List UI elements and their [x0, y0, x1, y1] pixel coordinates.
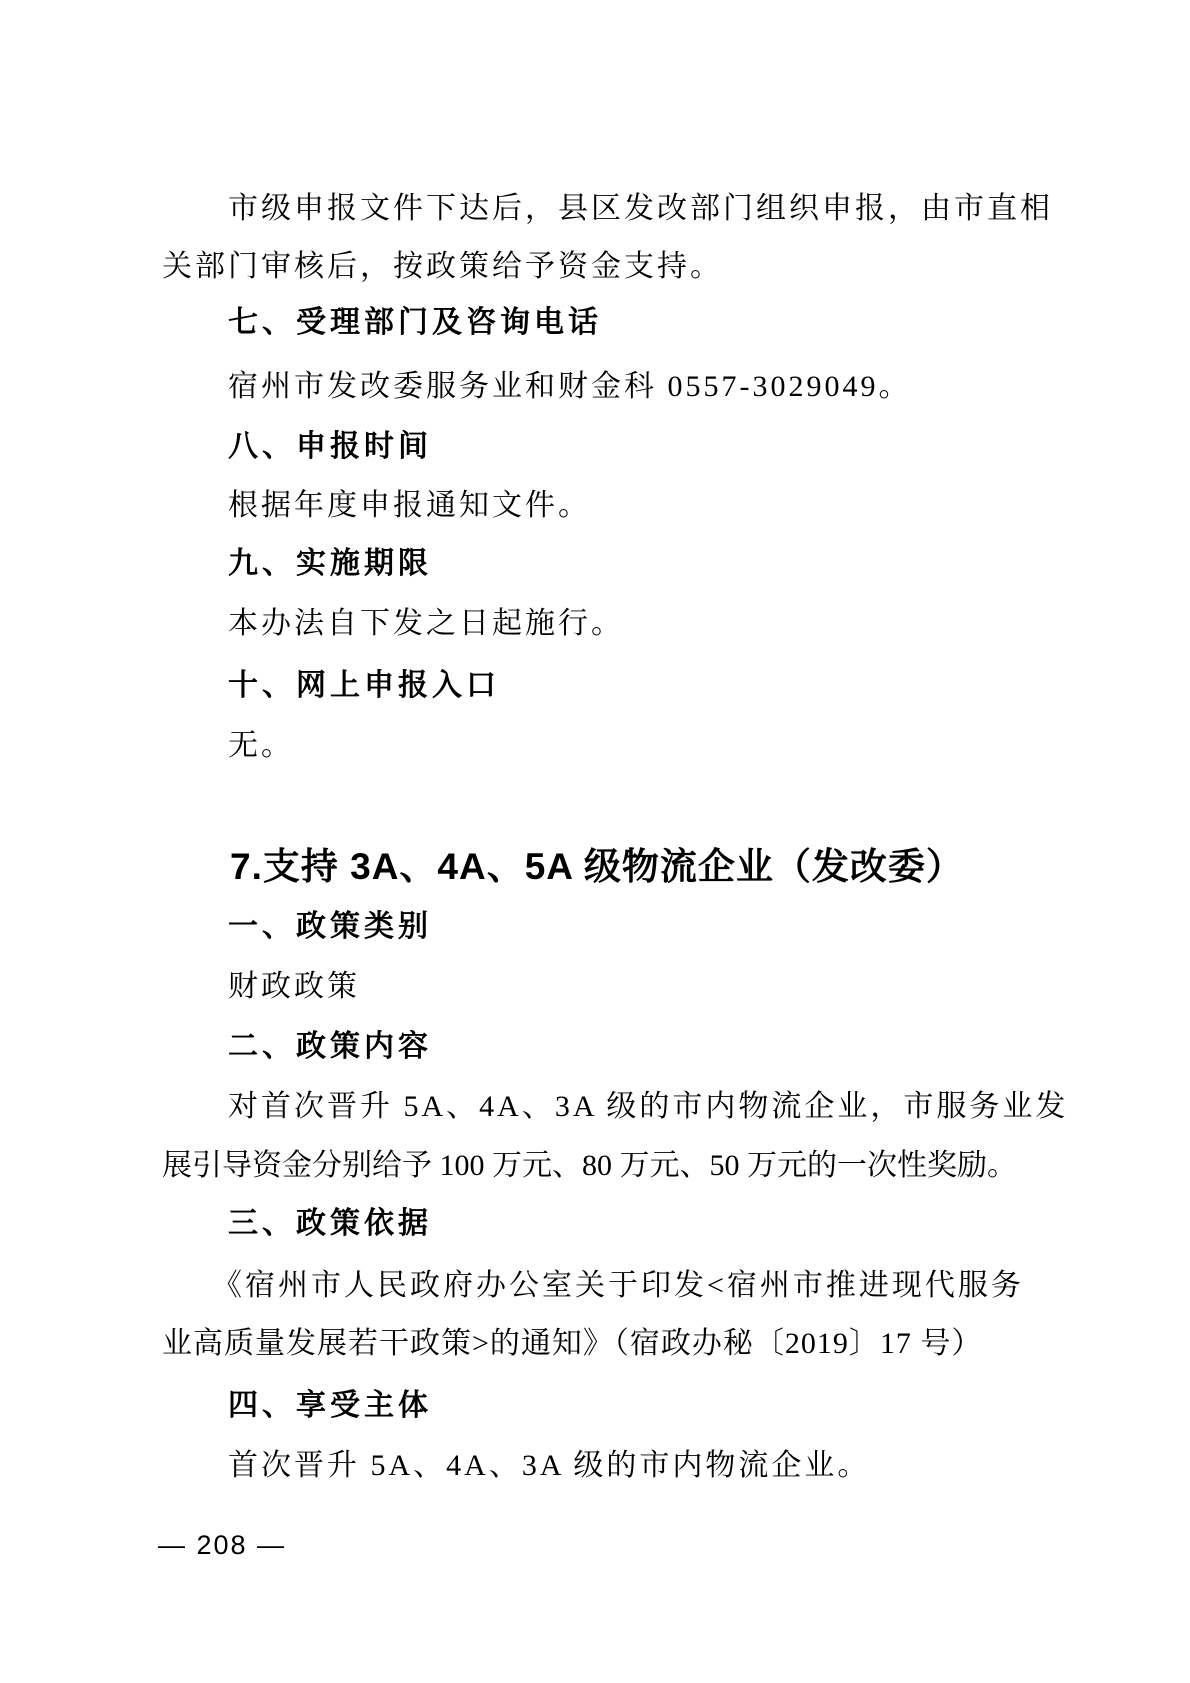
- section-heading-8: 八、申报时间: [228, 430, 432, 463]
- section-heading-2: 二、政策内容: [228, 1030, 432, 1063]
- section-heading-3: 三、政策依据: [228, 1207, 432, 1240]
- paragraph-line: 业高质量发展若干政策>的通知》（宿政办秘〔2019〕17 号）: [162, 1327, 983, 1360]
- section-heading-1: 一、政策类别: [228, 910, 432, 943]
- paragraph-line: 本办法自下发之日起施行。: [228, 607, 624, 640]
- paragraph-line: 根据年度申报通知文件。: [228, 489, 591, 522]
- paragraph-line: 《宿州市人民政府办公室关于印发<宿州市推进现代服务: [212, 1269, 1024, 1302]
- section-heading-10: 十、网上申报入口: [228, 669, 500, 702]
- contact-line: 宿州市发改委服务业和财金科 0557-3029049。: [228, 370, 912, 403]
- paragraph-line: 展引导资金分别给予 100 万元、80 万元、50 万元的一次性奖励。: [162, 1149, 1017, 1182]
- paragraph-line: 关部门审核后，按政策给予资金支持。: [162, 250, 723, 283]
- paragraph-line: 对首次晋升 5A、4A、3A 级的市内物流企业，市服务业发: [228, 1090, 1069, 1123]
- section-heading-9: 九、实施期限: [228, 547, 432, 580]
- paragraph-line: 财政政策: [228, 970, 360, 1003]
- section-heading-4: 四、享受主体: [228, 1389, 432, 1422]
- section-heading-7: 七、受理部门及咨询电话: [228, 306, 602, 339]
- paragraph-line: 首次晋升 5A、4A、3A 级的市内物流企业。: [228, 1449, 871, 1482]
- page-footer: — 208 —: [158, 1530, 287, 1560]
- paragraph-line: 市级申报文件下达后，县区发改部门组织申报，由市直相: [228, 192, 1053, 225]
- paragraph-line: 无。: [228, 729, 294, 762]
- article-title: 7.支持 3A、4A、5A 级物流企业（发改委）: [230, 846, 964, 887]
